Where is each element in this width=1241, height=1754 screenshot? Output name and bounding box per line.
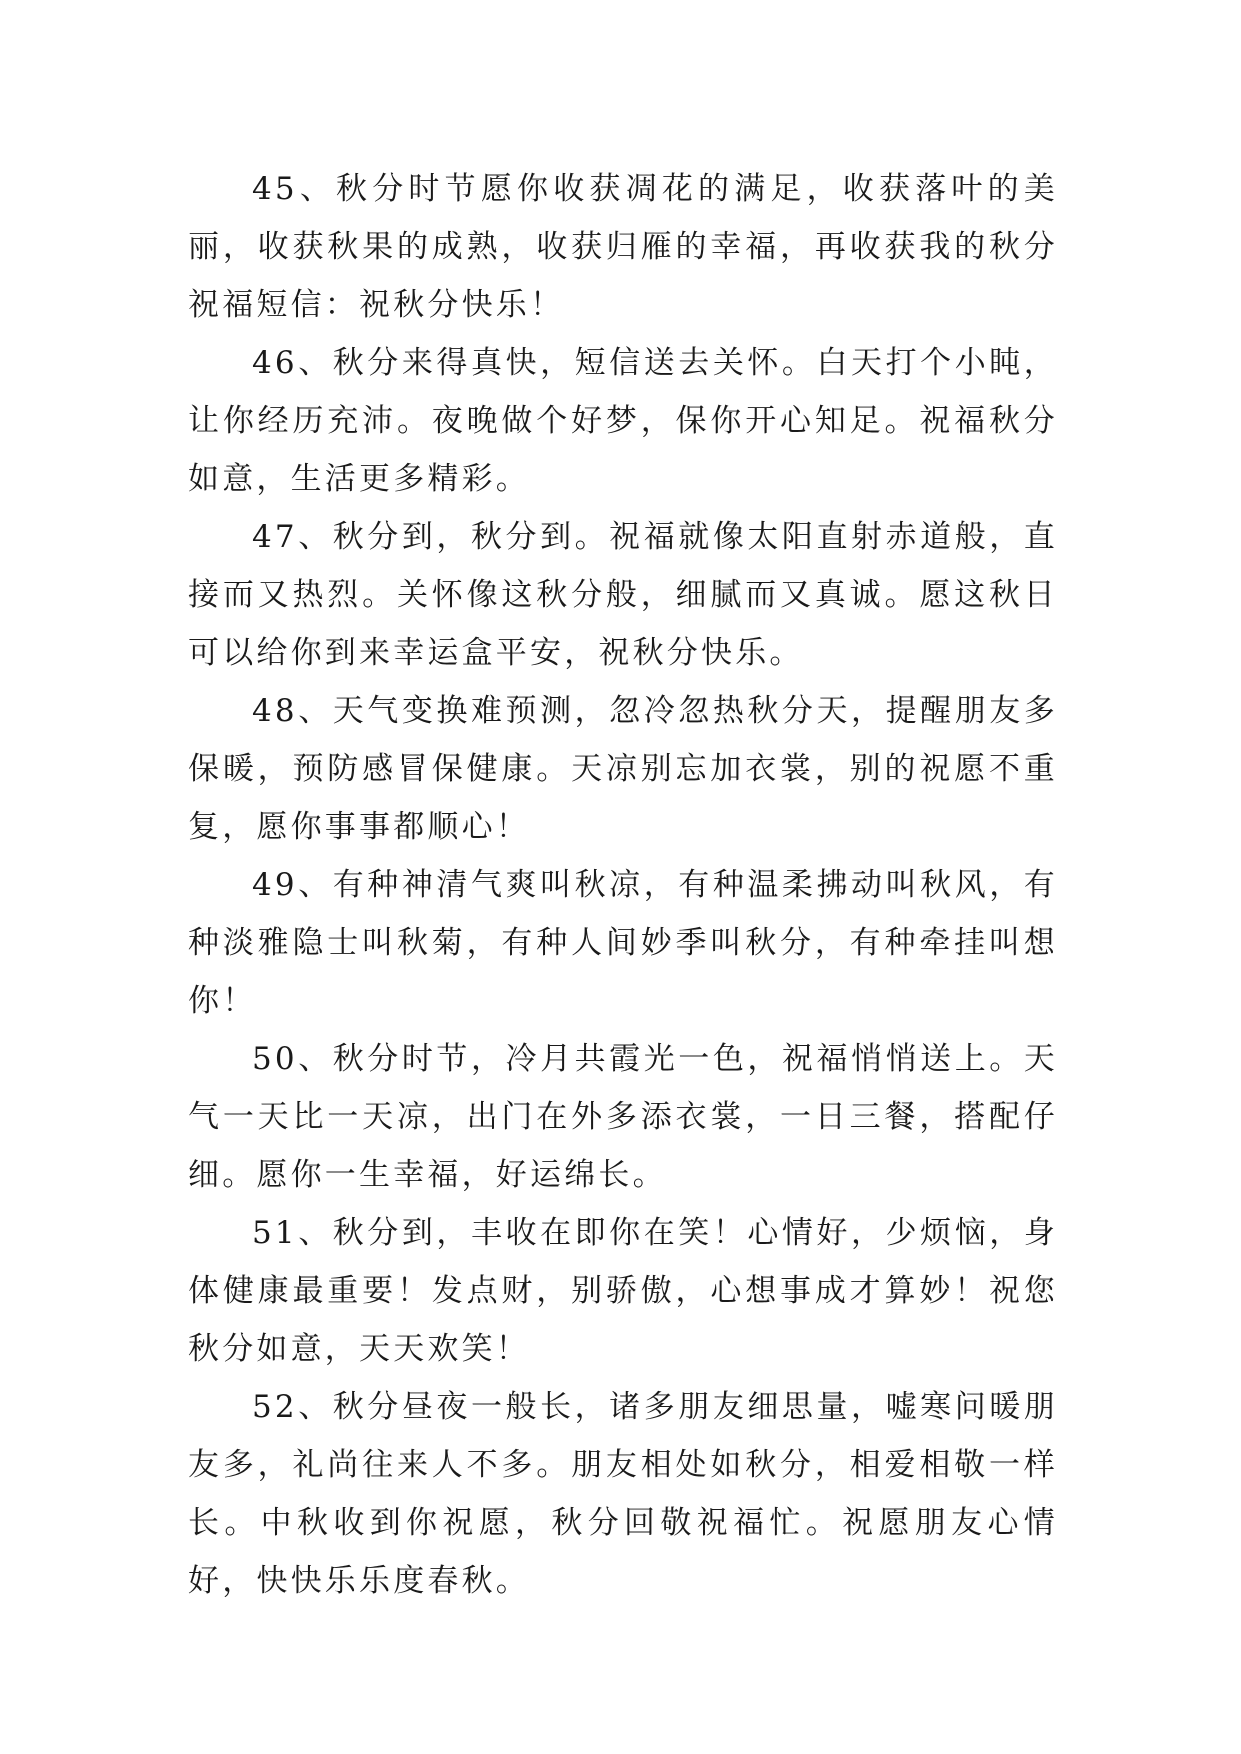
- paragraph-45: 45、秋分时节愿你收获凋花的满足，收获落叶的美丽，收获秋果的成熟，收获归雁的幸福，再收获我的秋分祝福短信：祝秋分快乐！: [188, 171, 1058, 323]
- paragraph-49: 49、有种神清气爽叫秋凉，有种温柔拂动叫秋风，有种淡雅隐士叫秋菊，有种人间妙季叫秋分，有种牵挂叫想你！: [188, 867, 1058, 1019]
- document-body: [188, 160, 1058, 1610]
- paragraph-48: 48、天气变换难预测，忽冷忽热秋分天，提醒朋友多保暖，预防感冒保健康。天凉别忘加衣裳，别的祝愿不重复，愿你事事都顺心！: [188, 693, 1058, 845]
- paragraph-50: 50、秋分时节，冷月共霞光一色，祝福悄悄送上。天气一天比一天凉，出门在外多添衣裳，一日三餐，搭配仔细。愿你一生幸福，好运绵长。: [188, 1041, 1058, 1193]
- paragraph-46: 46、秋分来得真快，短信送去关怀。白天打个小盹，让你经历充沛。夜晚做个好梦，保你开心知足。祝福秋分如意，生活更多精彩。: [188, 345, 1058, 497]
- paragraph-52: 52、秋分昼夜一般长，诸多朋友细思量，嘘寒问暖朋友多，礼尚往来人不多。朋友相处如秋分，相爱相敬一样长。中秋收到你祝愿，秋分回敬祝福忙。祝愿朋友心情好，快快乐乐度春秋。: [188, 1389, 1058, 1599]
- paragraph-51: 51、秋分到，丰收在即你在笑！心情好，少烦恼，身体健康最重要！发点财，别骄傲，心想事成才算妙！祝您秋分如意，天天欢笑！: [188, 1215, 1058, 1367]
- paragraph-47: 47、秋分到，秋分到。祝福就像太阳直射赤道般，直接而又热烈。关怀像这秋分般，细腻而又真诚。愿这秋日可以给你到来幸运盒平安，祝秋分快乐。: [188, 519, 1058, 671]
